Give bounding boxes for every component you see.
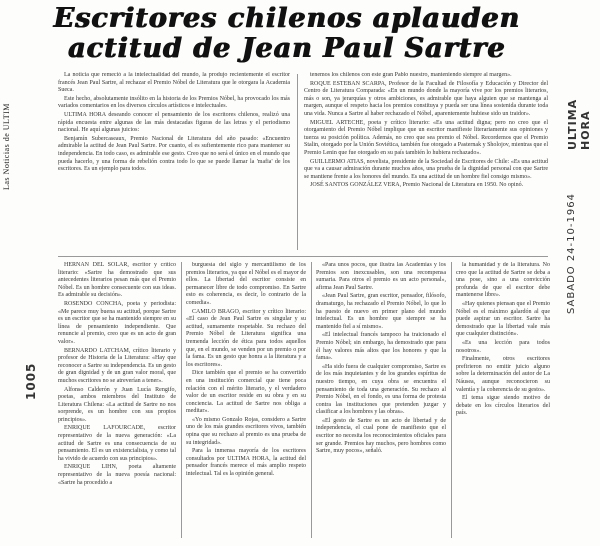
body-paragraph: «Hay quienes piensan que el Premio Nóbel es el máximo galardón al que puede aspirar un escritor. Sartre ha demostrado que la libertad vale más que cualquier distinción».	[456, 300, 550, 338]
lede-paragraph: JOSÉ SANTOS GONZÁLEZ VERA, Premio Nacional de Literatura en 1950. No opinó.	[310, 182, 524, 189]
lede-paragraph: Este hecho, absolutamente insólito en la historia de los Premios Nóbel, ha provocado los más variados comentarios en los diversos círculos artísticos e intelectuales.	[58, 95, 290, 110]
body-paragraph: «Para unos pocos, que ilustra las Academias y los Premios son inexcusables, son una recompensa sumaria. Para otros el premio es un acto personal», afirma Jean Paul Sartre.	[316, 262, 446, 291]
body-paragraph: ENRIQUE LAFOURCADE, escritor representativo de la nueva generación: «La actitud de Sartre es una consecuencia de su pensamiento. El es un existencialista, y como tal ha vivido de acuerdo con sus principios».	[58, 425, 176, 462]
body-paragraph: HERNÁN DEL SOLAR, escritor y crítico literario: «Sartre ha demostrado que sus antecedentes literarios pesan más que el Premio Nóbel. Es un hombre consecuente con sus ideas. Es admirable su decisión».	[58, 262, 176, 299]
body-paragraph: ROSENDO CONCHA, poeta y periodista: «Me parece muy buena su actitud, porque Sartre es un escritor que se ha mantenido siempre en su línea de pensamiento independiente. Que renuncie al premio, creo que es un acto de gran valor».	[58, 300, 176, 345]
lede-paragraph: tenemos los chilenos con este gran Pablo nuestro, manteniendo siempre al margen».	[310, 72, 512, 78]
body-paragraph: CAMILO BRAGO, escritor y crítico literario: «El caso de Jean Paul Sartre es singular y su actitud, sumamente respetable. Su rechazo del Premio Nóbel de Literatura significa una tremenda lección de ética para todos aquellos que, en el mundo, se venden por un premio o por la fama. Es un gesto que honra a la literatura y a los escritores».	[186, 308, 306, 368]
lede-column-left	[58, 72, 290, 252]
body-paragraph: BERNARDO LATCHAM, crítico literario y profesor de Historia de la Literatura: «Hay que reconocer a Sartre su independencia. Es un gesto de gran dignidad y de un gran valor moral, que muchos escritores no se atreverían a tener».	[58, 347, 176, 384]
body-paragraph: Para la inmensa mayoría de los escritores consultados por ULTIMA HORA, la actitud del pensador francés merece el más amplio respeto intelectual. Tal es la opinión general.	[186, 448, 306, 478]
lede-paragraph: ROQUE ESTEBAN SCARPA, Profesor de la Facultad de Filosofía y Educación y Director del Centro de Literatura Comparada: «En un mundo donde la mayoría vive por los premios literarios, más o son, ya jerarquías y otros ambiciones, es admirable que haya alguien que se mantenga al margen, aunque el respeto hacia los premios constituya y pueda ser una línea sostenida durante toda una vida. Nunca a Sartre al haber rechazado el Nóbel, aparentemente hubiese sido un traidor».	[304, 80, 548, 117]
handwritten-date-note: SABADO 24-10-1964	[566, 193, 577, 314]
column-divider	[181, 262, 182, 538]
body-paragraph: ENRIQUE LIHN, poeta altamente representativo de la nueva poesía nacional: «Sartre ha procedido a	[58, 464, 176, 486]
body-paragraph: «Yo mismo Gonzalo Rojas, considero a Sartre uno de los más grandes escritores vivos, también opina que su rechazo al premio es una prueba de su integridad».	[186, 416, 306, 446]
body-paragraph: «El intelectual francés tampoco ha traicionado el Premio Nóbel; sin embargo, ha demostrado que para él hay valores más altos que los honores y que la fama».	[316, 332, 446, 362]
headline	[52, 4, 522, 64]
body-paragraph: «Jean Paul Sartre, gran escritor, pensador, filósofo, dramaturgo, ha rechazado el Premio Nóbel, lo que lo ha puesto de nuevo en primer plano del mundo intelectual. Es un hombre que siempre se ha mantenido fiel a sí mismo».	[316, 293, 446, 330]
body-paragraph: «Es una lección para todos nosotros».	[456, 339, 550, 354]
body-paragraph: Alfonso Calderón y Juan Lucía Rengifo, poetas, ambos miembros del Instituto de Literatura Chilena: «La actitud de Sartre no nos sorprende, es un hombre con sus propios principios».	[58, 386, 176, 423]
headline-line-1: Escritores chilenos aplauden	[53, 3, 521, 34]
section-divider	[58, 256, 548, 257]
lede-paragraph: Benjamín Subercaseaux, Premio Nacional de Literatura del año pasado: «Encuentro admirable la actitud de Jean Paul Sartre. Por cuanto, el es sufientemente rico para mantener su independencia. En todo caso, es admirable ese gesto. Creo que no será el único en el mundo que pueda hacerlo, y una forma de rebelión contra todo lo que se puede llamar la 'mafia' de los escritores. Es un ejemplo para todos.	[58, 135, 290, 173]
handwritten-source-note: ULTIMA HORA	[566, 98, 592, 150]
lede-column-right	[304, 72, 548, 252]
body-column-4	[456, 262, 550, 540]
lede-paragraph: GUILLERMO ATIAS, novelista, presidente de la Sociedad de Escritores de Chile: «Es una actitud que va a causar admiración durante muchos años, una prueba de la dignidad personal con que Sartre se mantiene frente a los honores del mundo. Es una actitud de un hombre fiel consigo mismo».	[304, 158, 548, 180]
column-divider	[311, 262, 312, 538]
body-paragraph: «Ha sido fuera de cualquier compromiso, Sartre es de los más inquietantes y de los grandes espíritus de nuestro tiempo, en cuya obra se encuentra el pensamiento de toda una generación. Su rechazo al Premio Nóbel, en el fondo, es una forma de protesta contra las instituciones que pretenden juzgar y clasificar a los hombres y las obras».	[316, 363, 446, 416]
body-paragraph: «El gesto de Sartre es un acto de libertad y de independencia, el cual pone de manifiesto que el escritor no necesita los reconocimientos oficiales para ser grande. Premios hay muchos, pero hombres como Sartre, muy pocos», señaló.	[316, 417, 446, 455]
handwritten-number-note: 1005	[24, 362, 38, 400]
lede-paragraph: La noticia que remeció a la intelectualidad del mundo, la produjo recientemente el escritor francés Jean Paul Sartre, al rechazar el Premio Nóbel de Literatura que le otorgara la Academia Sueca.	[58, 72, 290, 94]
body-paragraph: Finalmente, otros escritores prefirieron no emitir juicio alguno sobre la determinación del autor de La Náusea, aunque reconocieron su valentía y la coherencia de su gesto».	[456, 356, 550, 393]
headline-line-2: actitud de Jean Paul Sartre	[68, 33, 506, 64]
body-column-3	[316, 262, 446, 540]
body-paragraph: El tema sigue siendo motivo de debate en los círculos literarios del país.	[456, 395, 550, 417]
body-paragraph: la humanidad y de la literatura. No creo que la actitud de Sartre se deba a una pose, sino a una convicción profunda de que el escritor debe mantenerse libre».	[456, 262, 550, 299]
body-paragraph: burguesía del siglo y mercantilismo de los premios literarios, ya que el Nóbel es el mayor de ellos. La libertad del escritor consiste en permanecer libre de todo compromiso. En Sartre esto es coherencia, es decir, lo contrario de la comedia».	[186, 262, 306, 306]
body-column-1	[58, 262, 176, 540]
lede-paragraph: ULTIMA HORA deseando conocer el pensamiento de los escritores chilenos, realizó una rápida encuesta entre algunas de las más destacadas figuras de las letras y el periodismo nacional. He aquí algunas juicios:	[58, 111, 290, 134]
body-paragraph: Dice también que el premio se ha convertido en una institución comercial que tiene poca relación con el mérito literario, y el verdadero valor de un escritor reside en su obra y en su conciencia. La actitud de Sartre nos obliga a meditar».	[186, 370, 306, 415]
side-label: Las Noticias de ULTIM	[2, 103, 11, 190]
column-divider	[451, 262, 452, 538]
column-divider	[297, 74, 298, 250]
body-column-2	[186, 262, 306, 540]
lede-paragraph: MIGUEL ARTECHE, poeta y crítico literario: «Es una actitud digna; pero no creo que el otorgamiento del Premio Nóbel implique que un escritor manifieste literariamente sus opiniones y tuerza su posición política. Además, no creo que sea premio el Nóbel. Recordemos que el Premio Stalin, otorgado por la Unión Soviética, también fue otorgado a Pasternak y Sholojov, mientras que el Premio Lenin que fue otorgado en su país también lo hubiera rechazado».	[304, 119, 548, 156]
